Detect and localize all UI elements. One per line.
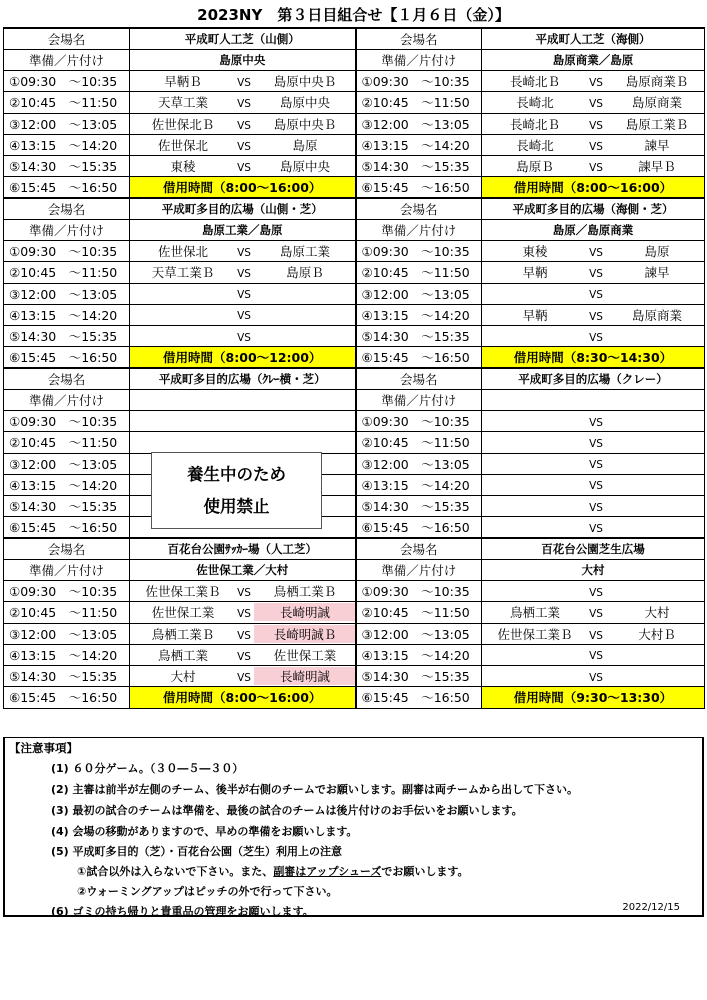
match-cell <box>130 71 356 92</box>
match-cell <box>482 602 705 623</box>
time-slot: ③12:00 ～13:05 <box>4 453 130 474</box>
borrow-time: 借用時間（8:00～16:00） <box>130 177 356 198</box>
vs-label: VS <box>589 650 603 663</box>
time-slot: ⑤14:30 ～15:35 <box>4 496 130 517</box>
match-cell <box>482 304 705 325</box>
venue-label: 会場名 <box>4 368 130 389</box>
match-row <box>4 304 705 325</box>
match-cell <box>482 241 705 262</box>
away-team: 島原中央Ｂ <box>273 74 337 90</box>
time-slot: ③12:00 ～13:05 <box>356 283 482 304</box>
home-team: 佐世保北 <box>157 137 208 153</box>
organizer: 佐世保工業／大村 <box>130 559 356 580</box>
vs-label: VS <box>589 77 603 90</box>
venue-label: 会場名 <box>356 198 482 219</box>
last-row <box>4 517 705 538</box>
note-item: (4) 会場の移動がありますので、早めの準備をお願いします。 <box>51 825 358 838</box>
vs-label: VS <box>237 608 251 621</box>
home-team: 佐世保工業Ｂ <box>145 584 221 600</box>
vs-label: VS <box>237 140 251 153</box>
time-slot: ①09:30 ～10:35 <box>4 241 130 262</box>
time-slot: ⑤14:30 ～15:35 <box>356 666 482 687</box>
match-cell <box>482 134 705 155</box>
vs-label: VS <box>589 608 603 621</box>
vs-label: VS <box>589 268 603 281</box>
match-row <box>4 92 705 113</box>
home-team: 佐世保工業Ｂ <box>497 626 573 642</box>
venue-name: 百花台公園芝生広場 <box>482 538 705 559</box>
page-title: 2023NY 第３日目組合せ【１月６日（金）】 <box>197 6 510 24</box>
home-team: 佐世保北 <box>157 244 208 260</box>
away-team: 島原中央Ｂ <box>273 116 337 132</box>
match-cell <box>482 623 705 644</box>
note-item: (3) 最初の試合のチームは準備を、最後の試合のチームは後片付けのお手伝いをお願いします。 <box>51 804 523 817</box>
home-team: 佐世保北Ｂ <box>151 116 215 132</box>
note-subitem-a: ①試合以外は入らないで下さい。また、 <box>77 865 274 878</box>
match-cell <box>130 581 356 602</box>
vs-label: VS <box>589 98 603 111</box>
home-team: 島原Ｂ <box>516 159 554 175</box>
away-team: 島原 <box>644 244 670 260</box>
last-row <box>4 687 705 708</box>
vs-label: VS <box>589 140 603 153</box>
match-row <box>4 326 705 347</box>
match-cell <box>482 453 705 474</box>
match-row <box>4 241 705 262</box>
closed-notice <box>151 452 322 529</box>
time-slot: ⑥15:45 ～16:50 <box>4 177 130 198</box>
time-slot: ⑥15:45 ～16:50 <box>356 177 482 198</box>
last-row <box>4 347 705 368</box>
time-slot: ①09:30 ～10:35 <box>4 411 130 432</box>
vs-label: VS <box>237 310 251 323</box>
time-slot: ②10:45 ～11:50 <box>356 602 482 623</box>
home-team: 天草工業 <box>157 95 208 111</box>
venue-label: 会場名 <box>356 538 482 559</box>
closed-notice-line1: 養生中のため <box>187 465 286 484</box>
away-team: 島原Ｂ <box>286 265 324 281</box>
away-team: 島原工業 <box>279 244 330 260</box>
venue-row <box>4 198 705 219</box>
time-slot: ②10:45 ～11:50 <box>4 92 130 113</box>
vs-label: VS <box>589 119 603 132</box>
match-cell <box>482 262 705 283</box>
vs-label: VS <box>589 162 603 175</box>
match-row <box>4 411 705 432</box>
time-slot: ④13:15 ～14:20 <box>4 644 130 665</box>
prep-label: 準備／片付け <box>356 219 482 240</box>
match-cell <box>130 666 356 687</box>
time-slot: ④13:15 ～14:20 <box>4 134 130 155</box>
time-slot: ③12:00 ～13:05 <box>356 623 482 644</box>
away-team: 諫早Ｂ <box>638 159 676 175</box>
vs-label: VS <box>237 247 251 260</box>
match-cell <box>130 283 356 304</box>
match-cell <box>130 602 356 623</box>
match-cell <box>482 156 705 177</box>
borrow-time: 借用時間（9:30～13:30） <box>482 687 705 708</box>
time-slot: ①09:30 ～10:35 <box>356 411 482 432</box>
note-subitem-c: でお願いします。 <box>381 865 469 878</box>
vs-label: VS <box>589 459 603 472</box>
empty-cell <box>130 411 356 432</box>
away-team: 諫早 <box>644 137 670 153</box>
venue-label: 会場名 <box>4 198 130 219</box>
time-slot: ②10:45 ～11:50 <box>4 602 130 623</box>
match-row <box>4 156 705 177</box>
vs-label: VS <box>237 98 251 111</box>
time-slot: ②10:45 ～11:50 <box>356 432 482 453</box>
match-row <box>4 496 705 517</box>
venue-name: 百花台公園ｻｯｶｰ場（人工芝） <box>130 538 356 559</box>
time-slot: ④13:15 ～14:20 <box>356 644 482 665</box>
away-team: 鳥栖工業Ｂ <box>273 584 337 600</box>
match-cell <box>482 666 705 687</box>
match-cell <box>130 304 356 325</box>
match-cell <box>482 92 705 113</box>
vs-label: VS <box>237 650 251 663</box>
time-slot: ⑤14:30 ～15:35 <box>4 666 130 687</box>
home-team: 鳥栖工業 <box>509 605 560 621</box>
time-slot: ⑤14:30 ～15:35 <box>4 156 130 177</box>
match-cell <box>482 113 705 134</box>
vs-label: VS <box>589 437 603 450</box>
time-slot: ③12:00 ～13:05 <box>356 453 482 474</box>
away-team: 佐世保工業 <box>273 647 337 663</box>
home-team: 大村 <box>170 669 196 685</box>
venue-label: 会場名 <box>356 368 482 389</box>
time-slot: ①09:30 ～10:35 <box>356 581 482 602</box>
venue-name: 平成町人工芝（山側） <box>130 28 356 49</box>
prep-label: 準備／片付け <box>4 559 130 580</box>
away-team: 島原中央 <box>279 159 330 175</box>
note-subitem: ②ウォーミングアップはピッチの外で行って下さい。 <box>77 885 338 898</box>
match-cell <box>482 71 705 92</box>
match-row <box>4 602 705 623</box>
away-team: 島原 <box>292 137 318 153</box>
home-team: 東稜 <box>522 244 548 260</box>
match-cell <box>482 517 705 538</box>
match-cell <box>130 156 356 177</box>
home-team: 長崎北 <box>516 95 554 111</box>
match-cell <box>130 113 356 134</box>
match-cell <box>482 644 705 665</box>
away-team: 諫早 <box>644 265 670 281</box>
home-team: 早鞆Ｂ <box>164 74 202 90</box>
borrow-time: 借用時間（8:30～14:30） <box>482 347 705 368</box>
home-team: 早鞆 <box>522 307 548 323</box>
vs-label: VS <box>589 310 603 323</box>
match-cell <box>482 326 705 347</box>
empty-cell <box>130 432 356 453</box>
match-cell <box>482 474 705 495</box>
vs-label: VS <box>589 586 603 599</box>
away-team: 島原中央 <box>279 95 330 111</box>
note-subitem-underlined: 副審はアップシューズ <box>273 865 382 878</box>
away-team: 大村 <box>644 605 670 621</box>
schedule-table <box>3 27 705 709</box>
home-team: 早鞆 <box>522 265 548 281</box>
time-slot: ⑤14:30 ～15:35 <box>356 496 482 517</box>
match-cell <box>482 432 705 453</box>
time-slot: ④13:15 ～14:20 <box>356 474 482 495</box>
time-slot: ②10:45 ～11:50 <box>356 92 482 113</box>
time-slot: ③12:00 ～13:05 <box>356 113 482 134</box>
match-row <box>4 432 705 453</box>
notes-section <box>3 737 704 917</box>
match-row <box>4 644 705 665</box>
away-team: 長崎明誠 <box>254 667 356 685</box>
match-row <box>4 283 705 304</box>
venue-label: 会場名 <box>356 28 482 49</box>
vs-label: VS <box>589 331 603 344</box>
time-slot: ①09:30 ～10:35 <box>356 241 482 262</box>
match-cell <box>130 644 356 665</box>
away-team: 大村Ｂ <box>638 626 676 642</box>
vs-label: VS <box>589 480 603 493</box>
home-team: 長崎北Ｂ <box>509 116 560 132</box>
note-item: (6) ゴミの持ち帰りと貴重品の管理をお願いします。 <box>51 905 314 918</box>
away-team: 島原商業 <box>631 95 682 111</box>
time-slot: ①09:30 ～10:35 <box>4 71 130 92</box>
organizer: 島原商業／島原 <box>482 49 705 70</box>
organizer <box>482 389 705 410</box>
time-slot: ⑥15:45 ～16:50 <box>356 517 482 538</box>
match-cell <box>482 283 705 304</box>
time-slot: ④13:15 ～14:20 <box>4 474 130 495</box>
match-cell <box>130 326 356 347</box>
time-slot: ②10:45 ～11:50 <box>4 432 130 453</box>
organizer: 島原／島原商業 <box>482 219 705 240</box>
prep-row <box>4 49 705 70</box>
away-team: 島原工業Ｂ <box>625 116 689 132</box>
prep-label: 準備／片付け <box>4 219 130 240</box>
time-slot: ⑥15:45 ～16:50 <box>4 347 130 368</box>
venue-name: 平成町多目的広場（クレー） <box>482 368 705 389</box>
match-row <box>4 623 705 644</box>
venue-row <box>4 28 705 49</box>
borrow-time: 借用時間（8:00～16:00） <box>482 177 705 198</box>
vs-label: VS <box>237 672 251 685</box>
time-slot: ⑥15:45 ～16:50 <box>356 347 482 368</box>
prep-label: 準備／片付け <box>356 559 482 580</box>
vs-label: VS <box>589 416 603 429</box>
time-slot: ③12:00 ～13:05 <box>4 283 130 304</box>
time-slot: ⑥15:45 ～16:50 <box>4 687 130 708</box>
match-cell <box>482 581 705 602</box>
note-item: (2) 主審は前半が左側のチーム、後半が右側のチームでお願いします。副審は両チームから出して下さい。 <box>51 783 578 796</box>
time-slot: ⑤14:30 ～15:35 <box>356 156 482 177</box>
venue-name: 平成町多目的広場（山側・芝） <box>130 198 356 219</box>
time-slot: ④13:15 ～14:20 <box>356 304 482 325</box>
prep-row <box>4 389 705 410</box>
vs-label: VS <box>237 268 251 281</box>
match-cell <box>482 411 705 432</box>
organizer <box>130 389 356 410</box>
prep-label: 準備／片付け <box>4 49 130 70</box>
venue-label: 会場名 <box>4 28 130 49</box>
vs-label: VS <box>589 522 603 535</box>
vs-label: VS <box>237 331 251 344</box>
document-date: 2022/12/15 <box>622 902 680 913</box>
away-team: 長崎明誠 <box>254 603 356 621</box>
vs-label: VS <box>237 289 251 302</box>
match-cell <box>130 134 356 155</box>
borrow-time: 借用時間（8:00～16:00） <box>130 687 356 708</box>
home-team: 東稜 <box>170 159 196 175</box>
notes-heading: 【注意事項】 <box>9 741 78 755</box>
time-slot: ②10:45 ～11:50 <box>4 262 130 283</box>
match-row <box>4 262 705 283</box>
prep-row <box>4 559 705 580</box>
closed-notice-line2: 使用禁止 <box>203 497 270 516</box>
vs-label: VS <box>589 501 603 514</box>
match-cell <box>130 623 356 644</box>
home-team: 鳥栖工業 <box>157 647 208 663</box>
venue-row <box>4 538 705 559</box>
organizer: 大村 <box>482 559 705 580</box>
time-slot: ⑤14:30 ～15:35 <box>4 326 130 347</box>
match-row <box>4 666 705 687</box>
match-cell <box>482 496 705 517</box>
organizer: 島原中央 <box>130 49 356 70</box>
time-slot: ④13:15 ～14:20 <box>356 134 482 155</box>
note-subitem <box>77 863 468 879</box>
vs-label: VS <box>237 629 251 642</box>
match-row <box>4 581 705 602</box>
match-cell <box>130 241 356 262</box>
home-team: 天草工業Ｂ <box>151 265 215 281</box>
note-item: (1) ６０分ゲーム。（３０―５―３０） <box>51 762 244 775</box>
time-slot: ⑤14:30 ～15:35 <box>356 326 482 347</box>
vs-label: VS <box>237 587 251 600</box>
match-row <box>4 113 705 134</box>
venue-name: 平成町多目的広場（ｸﾚｰ横・芝） <box>130 368 356 389</box>
time-slot: ①09:30 ～10:35 <box>356 71 482 92</box>
venue-name: 平成町多目的広場（海側・芝） <box>482 198 705 219</box>
prep-row <box>4 219 705 240</box>
vs-label: VS <box>237 119 251 132</box>
time-slot: ②10:45 ～11:50 <box>356 262 482 283</box>
prep-label: 準備／片付け <box>356 389 482 410</box>
note-item: (5) 平成町多目的（芝）・百花台公園（芝生）利用上の注意 <box>51 845 343 858</box>
match-row <box>4 474 705 495</box>
vs-label: VS <box>589 289 603 302</box>
time-slot: ⑥15:45 ～16:50 <box>356 687 482 708</box>
time-slot: ③12:00 ～13:05 <box>4 623 130 644</box>
venue-name: 平成町人工芝（海側） <box>482 28 705 49</box>
vs-label: VS <box>589 671 603 684</box>
organizer: 島原工業／島原 <box>130 219 356 240</box>
time-slot: ①09:30 ～10:35 <box>4 581 130 602</box>
time-slot: ③12:00 ～13:05 <box>4 113 130 134</box>
borrow-time: 借用時間（8:00～12:00） <box>130 347 356 368</box>
match-cell <box>130 92 356 113</box>
venue-row <box>4 368 705 389</box>
prep-label: 準備／片付け <box>4 389 130 410</box>
vs-label: VS <box>589 247 603 260</box>
vs-label: VS <box>237 77 251 90</box>
match-cell <box>130 262 356 283</box>
prep-label: 準備／片付け <box>356 49 482 70</box>
match-row <box>4 453 705 474</box>
match-row <box>4 134 705 155</box>
away-team: 島原商業 <box>631 307 682 323</box>
home-team: 佐世保工業 <box>151 605 215 621</box>
venue-label: 会場名 <box>4 538 130 559</box>
home-team: 長崎北Ｂ <box>509 74 560 90</box>
away-team: 島原商業Ｂ <box>625 74 689 90</box>
away-team: 長崎明誠Ｂ <box>254 625 356 643</box>
time-slot: ⑥15:45 ～16:50 <box>4 517 130 538</box>
last-row <box>4 177 705 198</box>
vs-label: VS <box>237 162 251 175</box>
home-team: 鳥栖工業Ｂ <box>151 626 215 642</box>
match-row <box>4 71 705 92</box>
home-team: 長崎北 <box>516 137 554 153</box>
time-slot: ④13:15 ～14:20 <box>4 304 130 325</box>
vs-label: VS <box>589 629 603 642</box>
